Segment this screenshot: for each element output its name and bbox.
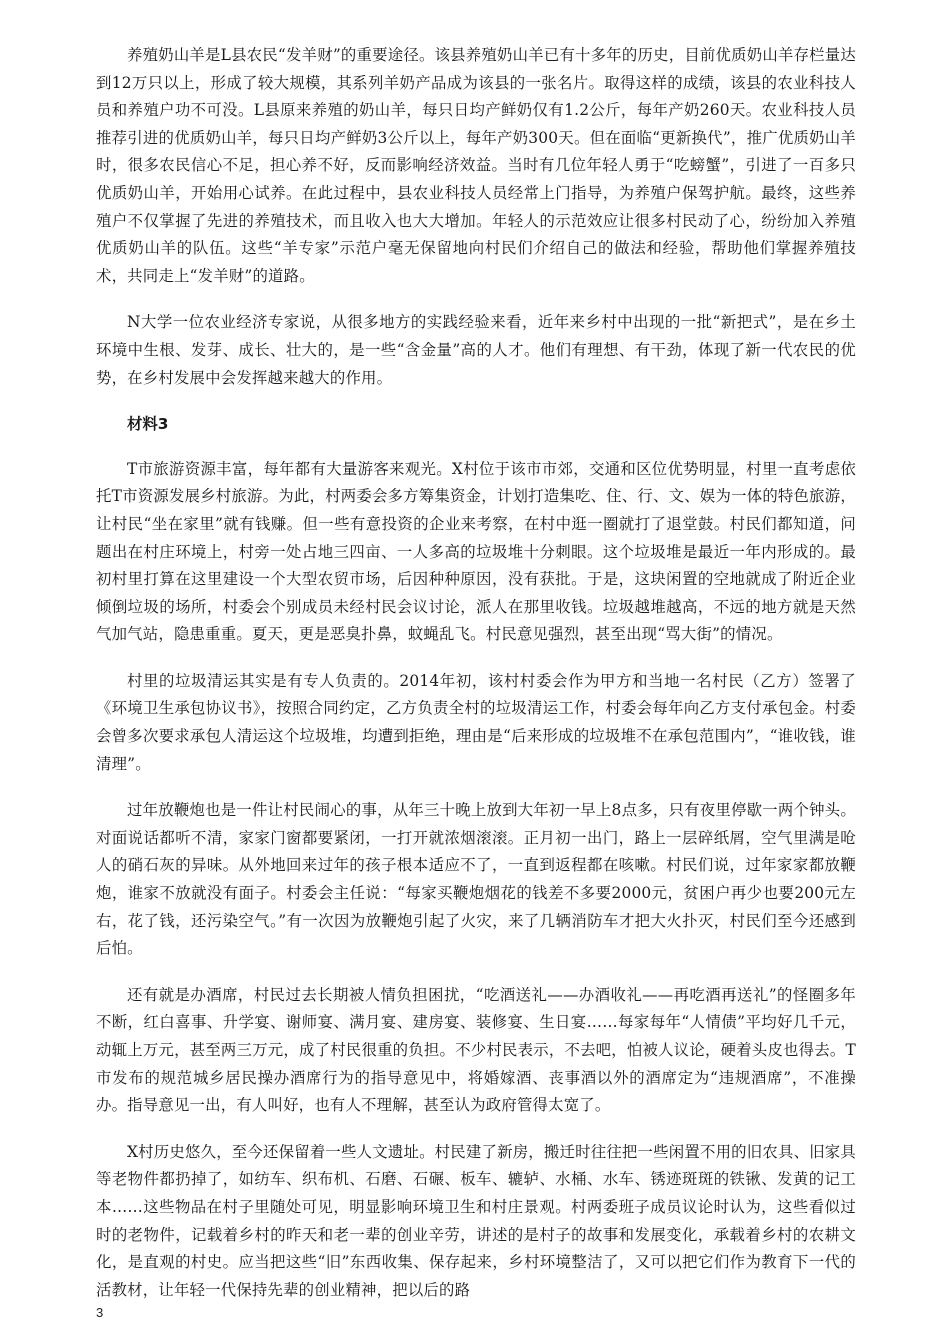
document-page <box>96 42 856 1323</box>
paragraph-firecrackers: 过年放鞭炮也是一件让村民闹心的事，从年三十晚上放到大年初一早上8点多，只有夜里停歇一两个钟头。对面说话都听不清，家家门窗都要紧闭，一打开就浓烟滚滚。正月初一出门，路上一层碎纸屑，空气里满是呛人的硝石灰的异味。从外地回来过年的孩子根本适应不了，一直到返程都在咳嗽。村民们说，过年家家都放鞭炮，谁家不放就没有面子。村委会主任说：“每家买鞭炮烟花的钱差不多要2000元，贫困户再少也要200元左右，花了钱，还污染空气。”有一次因为放鞭炮引起了火灾，来了几辆消防车才把大火扑灭，村民们至今还感到后怕。 <box>96 801 856 958</box>
paragraph-expert-comment: N大学一位农业经济专家说，从很多地方的实践经验来看，近年来乡村中出现的一批“新把式”，是在乡土环境中生根、发芽、成长、壮大的，是一些“含金量”高的人才。他们有理想、有干劲，体现了新一代农民的优势，在乡村发展中会发挥越来越大的作用。 <box>96 313 856 387</box>
paragraph-village-tourism: T市旅游资源丰富，每年都有大量游客来观光。X村位于该市市郊，交通和区位优势明显，村里一直考虑依托T市资源发展乡村旅游。为此，村两委会多方筹集资金，计划打造集吃、住、行、文、娱为一体的特色旅游，让村民“坐在家里”就有钱赚。但一些有意投资的企业来考察，在村中逛一圈就打了退堂鼓。村民们都知道，问题出在村庄环境上，村旁一处占地三四亩、一人多高的垃圾堆十分刺眼。这个垃圾堆是最近一年内形成的。最初村里打算在这里建设一个大型农贸市场，后因种种原因，没有获批。于是，这块闲置的空地就成了附近企业倾倒垃圾的场所，村委会个别成员未经村民会议讨论，派人在那里收钱。垃圾越堆越高，不远的地方就是天然气加气站，隐患重重。夏天，更是恶臭扑鼻，蚊蝇乱飞。村民意见强烈，甚至出现“骂大街”的情况。 <box>96 459 856 644</box>
paragraph-old-objects: X村历史悠久，至今还保留着一些人文遗址。村民建了新房，搬迁时往往把一些闲置不用的旧农具、旧家具等老物件都扔掉了，如纺车、织布机、石磨、石碾、板车、辘轳、水桶、水车、锈迹斑斑的铁锹、发黄的记工本……这些物品在村子里随处可见，明显影响环境卫生和村庄景观。村两委班子成员议论时认为，这些看似过时的老物件，记载着乡村的昨天和老一辈的创业辛劳，讲述的是村子的故事和发展变化，承载着乡村的农耕文化，是直观的村史。应当把这些“旧”东西收集、保存起来，乡村环境整洁了，又可以把它们作为教育下一代的活教材，让年轻一代保持先辈的创业精神，把以后的路 <box>96 1142 856 1299</box>
page-number: 3 <box>96 1305 104 1320</box>
paragraph-goat-farming: 养殖奶山羊是L县农民“发羊财”的重要途径。该县养殖奶山羊已有十多年的历史，目前优质奶山羊存栏量达到12万只以上，形成了较大规模，其系列羊奶产品成为该县的一张名片。取得这样的成绩，该县的农业科技人员和养殖户功不可没。L县原来养殖的奶山羊，每只日均产鲜奶仅有1.2公斤，每年产奶260天。农业科技人员推荐引进的优质奶山羊，每只日均产鲜奶3公斤以上，每年产奶300天。但在面临“更新换代”，推广优质奶山羊时，很多农民信心不足，担心养不好，反而影响经济效益。当时有几位年轻人勇于“吃螃蟹”，引进了一百多只优质奶山羊，开始用心试养。在此过程中，县农业科技人员经常上门指导，为养殖户保驾护航。最终，这些养殖户不仅掌握了先进的养殖技术，而且收入也大大增加。年轻人的示范效应让很多村民动了心，纷纷加入养殖优质奶山羊的队伍。这些“羊专家”示范户毫无保留地向村民们介绍自己的做法和经验，帮助他们掌握养殖技术，共同走上“发羊财”的道路。 <box>96 46 856 285</box>
section-heading-material-3: 材料3 <box>127 415 169 434</box>
paragraph-garbage-contract: 村里的垃圾清运其实是有专人负责的。2014年初，该村村委会作为甲方和当地一名村民（乙方）签署了《环境卫生承包协议书》，按照合同约定，乙方负责全村的垃圾清运工作，村委会每年向乙方支付承包金。村委会曾多次要求承包人清运这个垃圾堆，均遭到拒绝，理由是“后来形成的垃圾堆不在承包范围内”，“谁收钱，谁清理”。 <box>96 671 856 773</box>
paragraph-banquets: 还有就是办酒席，村民过去长期被人情负担困扰，“吃酒送礼——办酒收礼——再吃酒再送礼”的怪圈多年不断，红白喜事、升学宴、谢师宴、满月宴、建房宴、装修宴、生日宴……每家每年“人情债”平均好几千元，动辄上万元，甚至两三万元，成了村民很重的负担。不少村民表示，不去吧，怕被人议论，硬着头皮也得去。T市发布的规范城乡居民操办酒席行为的指导意见中，将婚嫁酒、丧事酒以外的酒席定为“违规酒席”，不准操办。指导意见一出，有人叫好，也有人不理解，甚至认为政府管得太宽了。 <box>96 985 856 1115</box>
